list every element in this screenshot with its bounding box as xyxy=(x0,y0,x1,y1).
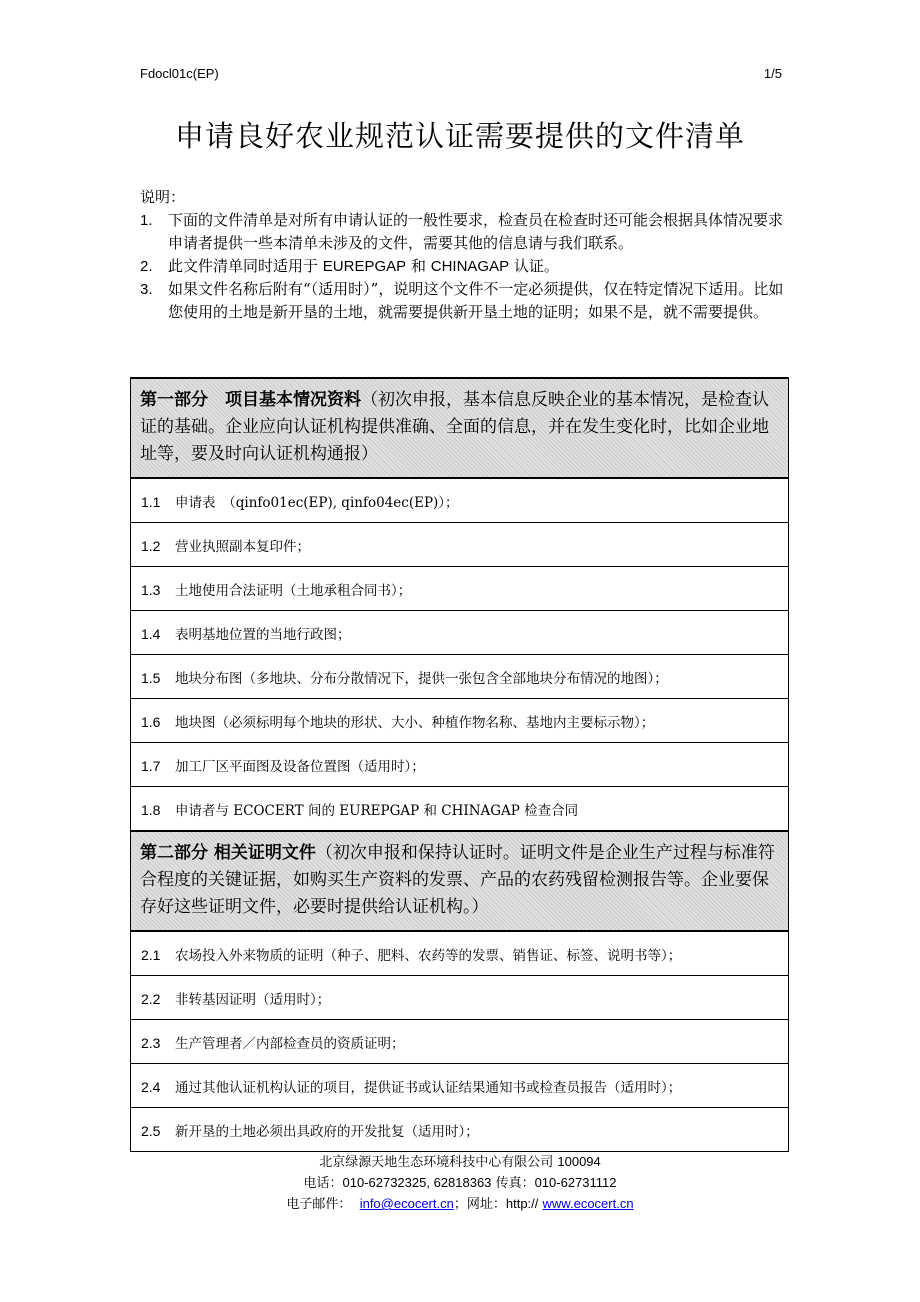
footer-company-line xyxy=(0,1152,920,1173)
item-number: 1.3 xyxy=(141,581,161,598)
table-row xyxy=(131,567,789,611)
item-text: 表明基地位置的当地行政图； xyxy=(175,626,351,643)
table-row xyxy=(131,523,789,567)
item-number: 1.1 xyxy=(141,493,161,510)
table-row xyxy=(131,699,789,743)
section-description: （初次申报，基本信息反映企业的基本情况，是检查认证的基础。企业应向认证机构提供准确、全面的信息，并在发生变化时，比如企业地址等，要及时向认证机构通报） xyxy=(140,390,769,464)
item-text: 通过其他认证机构认证的项目，提供证书或认证结果通知书或检查员报告（适用时）； xyxy=(175,1079,682,1096)
postcode: 100094 xyxy=(557,1154,601,1169)
table-row xyxy=(131,1064,789,1108)
note-text xyxy=(168,255,785,278)
item-text: 加工厂区平面图及设备位置图（适用时）； xyxy=(175,758,425,775)
company-name: 北京绿源天地生态环境科技中心有限公司 xyxy=(319,1155,554,1170)
note-number: 3. xyxy=(140,281,153,298)
item-cell xyxy=(131,1020,789,1064)
footer-contact-line xyxy=(0,1173,920,1194)
note-item-3 xyxy=(140,278,785,324)
note-number: 2. xyxy=(140,258,153,275)
phone-label: 电话： xyxy=(303,1176,343,1191)
item-text: 申请表 （qinfo01ec(EP), qinfo04ec(EP)）； xyxy=(175,494,459,511)
item-number: 1.6 xyxy=(141,713,161,730)
item-cell xyxy=(131,567,789,611)
item-text: 农场投入外来物质的证明（种子、肥料、农药等的发票、销售证、标签、说明书等）； xyxy=(175,947,682,964)
item-text: 申请者与 ECOCERT 间的 EUREPGAP 和 CHINAGAP 检查合同 xyxy=(175,802,579,819)
notes-label: 说明： xyxy=(140,188,186,206)
note-item-1 xyxy=(140,209,785,255)
table-row xyxy=(131,931,789,976)
item-cell xyxy=(131,478,789,523)
section-header-cell xyxy=(131,378,789,478)
note-text-part: 此文件清单同时适用于 xyxy=(168,257,319,275)
section-description: （初次申报和保持认证时。证明文件是企业生产过程与标准符合程度的关键证据，如购买生产资料的发票、产品的农药残留检测报告等。企业要保存好这些证明文件，必要时提供给认证机构。） xyxy=(140,843,775,917)
email-link[interactable]: info@ecocert.cn xyxy=(359,1196,454,1211)
web-label: ；网址： xyxy=(453,1197,506,1212)
item-number: 2.4 xyxy=(141,1078,161,1095)
table-row xyxy=(131,478,789,523)
item-text: 地块图（必须标明每个地块的形状、大小、种植作物名称、基地内主要标示物）； xyxy=(175,714,655,731)
item-text: 营业执照副本复印件； xyxy=(175,538,310,555)
chinagap-term: CHINAGAP xyxy=(430,258,510,275)
footer-web-line xyxy=(0,1194,920,1215)
note-text-and: 和 xyxy=(410,257,426,275)
email-label: 电子邮件： xyxy=(286,1197,352,1212)
item-text: 新开垦的土地必须出具政府的开发批复（适用时）； xyxy=(175,1123,479,1140)
section-header-row xyxy=(131,831,789,931)
notes-section xyxy=(140,186,785,324)
item-cell xyxy=(131,931,789,976)
table-row xyxy=(131,655,789,699)
note-text: 如果文件名称后附有“（适用时）”，说明这个文件不一定必须提供，仅在特定情况下适用。比如您使用的土地是新开垦的土地，就需要提供新开垦土地的证明；如果不是，就不需要提供。 xyxy=(168,280,784,321)
doc-code: Fdocl01c(EP) xyxy=(140,66,219,81)
item-number: 2.1 xyxy=(141,946,161,963)
item-cell xyxy=(131,1108,789,1152)
note-number: 1. xyxy=(140,212,153,229)
note-item-2 xyxy=(140,255,785,278)
item-text: 土地使用合法证明（土地承租合同书）； xyxy=(175,582,412,599)
item-number: 1.5 xyxy=(141,669,161,686)
item-cell xyxy=(131,655,789,699)
item-text: 地块分布图（多地块、分布分散情况下，提供一张包含全部地块分布情况的地图）； xyxy=(175,670,668,687)
item-number: 2.2 xyxy=(141,990,161,1007)
document-title: 申请良好农业规范认证需要提供的文件清单 xyxy=(174,119,745,153)
item-cell xyxy=(131,976,789,1020)
item-cell xyxy=(131,611,789,655)
section-header-cell xyxy=(131,831,789,931)
web-prefix: http:// xyxy=(505,1196,539,1211)
table-row xyxy=(131,1108,789,1152)
footer xyxy=(0,1152,920,1215)
note-text-part: 认证。 xyxy=(513,257,559,275)
item-number: 2.5 xyxy=(141,1122,161,1139)
table-row xyxy=(131,743,789,787)
fax-number: 010-62731112 xyxy=(534,1175,617,1190)
item-number: 1.2 xyxy=(141,537,161,554)
section-header-row xyxy=(131,378,789,478)
table-row xyxy=(131,1020,789,1064)
item-number: 1.4 xyxy=(141,625,161,642)
section-title: 第二部分 相关证明文件 xyxy=(140,843,316,863)
item-text: 非转基因证明（适用时）； xyxy=(175,991,331,1008)
item-text: 生产管理者／内部检查员的资质证明； xyxy=(175,1035,405,1052)
item-cell xyxy=(131,787,789,832)
item-cell xyxy=(131,1064,789,1108)
item-number: 1.7 xyxy=(141,757,161,774)
item-number: 2.3 xyxy=(141,1034,161,1051)
table-row xyxy=(131,976,789,1020)
section-title: 第一部分 项目基本情况资料 xyxy=(140,390,361,410)
item-cell xyxy=(131,743,789,787)
table-row xyxy=(131,787,789,832)
table-row xyxy=(131,611,789,655)
item-cell xyxy=(131,699,789,743)
phone-number: 010-62732325, 62818363 xyxy=(342,1175,492,1190)
eurepgap-term: EUREPGAP xyxy=(322,258,407,275)
note-text: 下面的文件清单是对所有申请认证的一般性要求，检查员在检查时还可能会根据具体情况要求申请者提供一些本清单未涉及的文件，需要其他的信息请与我们联系。 xyxy=(168,211,784,252)
document-list-table xyxy=(130,377,789,1152)
website-link[interactable]: www.ecocert.cn xyxy=(542,1196,634,1211)
item-cell xyxy=(131,523,789,567)
item-number: 1.8 xyxy=(141,801,161,818)
page-number: 1/5 xyxy=(763,66,782,81)
fax-label: 传真： xyxy=(495,1176,535,1191)
